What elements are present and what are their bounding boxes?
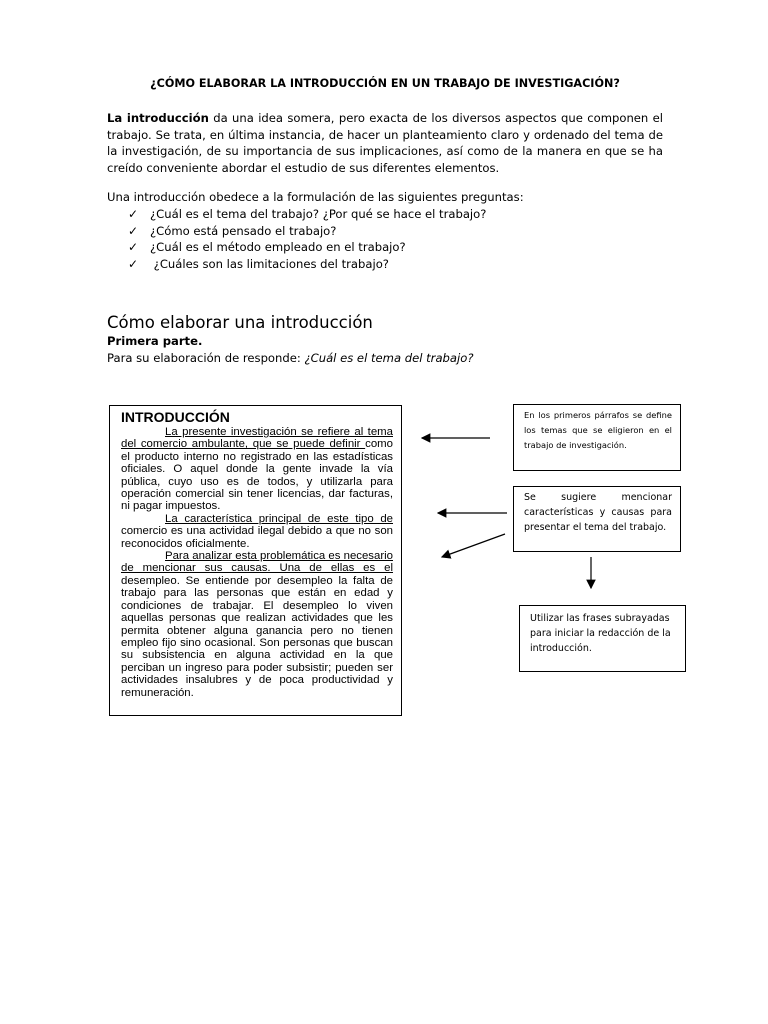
- box-text: comercio es una actividad ilegal debido a que no son reconocidos oficialmente.: [121, 525, 393, 550]
- document-title: ¿CÓMO ELABORAR LA INTRODUCCIÓN EN UN TRABAJO DE INVESTIGACIÓN?: [150, 77, 620, 90]
- intro-bold-lead: La introducción: [107, 111, 209, 125]
- underlined-phrase: La presente investigación se refiere al tema del comercio ambulante, que se puede definir: [121, 426, 393, 451]
- intro-text: da una idea somera, pero exacta de los diversos aspectos que componen el trabajo. Se trata, en última instancia, de hacer un planteamiento claro y ordenado del tema de la investigación, de su importancia de sus implicaciones, así como de la manera en que se ha creído conveniente abordar el estudio de sus diferentes elementos.: [107, 111, 663, 175]
- questions-lead: Una introducción obedece a la formulación de las siguientes preguntas:: [107, 190, 524, 204]
- part-label: Primera parte.: [107, 334, 203, 348]
- checkmark-icon: ✓: [128, 240, 139, 255]
- note-topics: En los primeros párrafos se define los temas que se eligieron en el trabajo de investigación.: [513, 404, 681, 471]
- arrow-icon: [442, 534, 505, 557]
- underlined-phrase: La característica principal de este tipo de: [165, 512, 393, 525]
- box-text: como el producto interno no registrado en las estadísticas oficiales. O aquel donde la gente invade la vía pública, cuyo uso es de todos, y utilizarla para operación comercial sin tener licencias, dar facturas, ni pagar impuestos.: [121, 438, 393, 513]
- question-text: ¿Cuáles son las limitaciones del trabajo?: [150, 256, 389, 271]
- checkmark-icon: ✓: [128, 207, 139, 221]
- section-heading: Cómo elaborar una introducción: [107, 313, 373, 332]
- question-text: ¿Cuál es el tema del trabajo? ¿Por qué se hace el trabajo?: [150, 207, 487, 221]
- note-underlined-phrases: Utilizar las frases subrayadas para iniciar la redacción de la introducción.: [519, 605, 686, 672]
- note-causes: Se sugiere mencionar características y causas para presentar el tema del trabajo.: [513, 486, 681, 552]
- checkmark-icon: ✓: [128, 223, 139, 238]
- question-text: ¿Cómo está pensado el trabajo?: [150, 223, 337, 238]
- box-title: INTRODUCCIÓN: [121, 409, 230, 425]
- box-text: desempleo. Se entiende por desempleo la falta de trabajo para las personas que están en edad y condiciones de trabajar. El desempleo lo viven aquellas personas que realizan actividades que les permita obtener alguna ganancia pero no tienen empleo fijo sino ocasional. Son personas que buscan su subsistencia en alguna actividad en la que perciban un ingreso para poder subsistir; pueden ser actividades insalubres y de poca productividad y remuneración.: [121, 574, 393, 699]
- checkmark-icon: ✓: [128, 256, 139, 271]
- elaboration-question: ¿Cuál es el tema del trabajo?: [304, 351, 474, 365]
- underlined-phrase: Para analizar esta problemática es necesario de mencionar sus causas. Una de ellas es el: [121, 550, 393, 575]
- question-text: ¿Cuál es el método empleado en el trabajo?: [150, 240, 406, 255]
- elaboration-lead: Para su elaboración de responde:: [107, 351, 305, 365]
